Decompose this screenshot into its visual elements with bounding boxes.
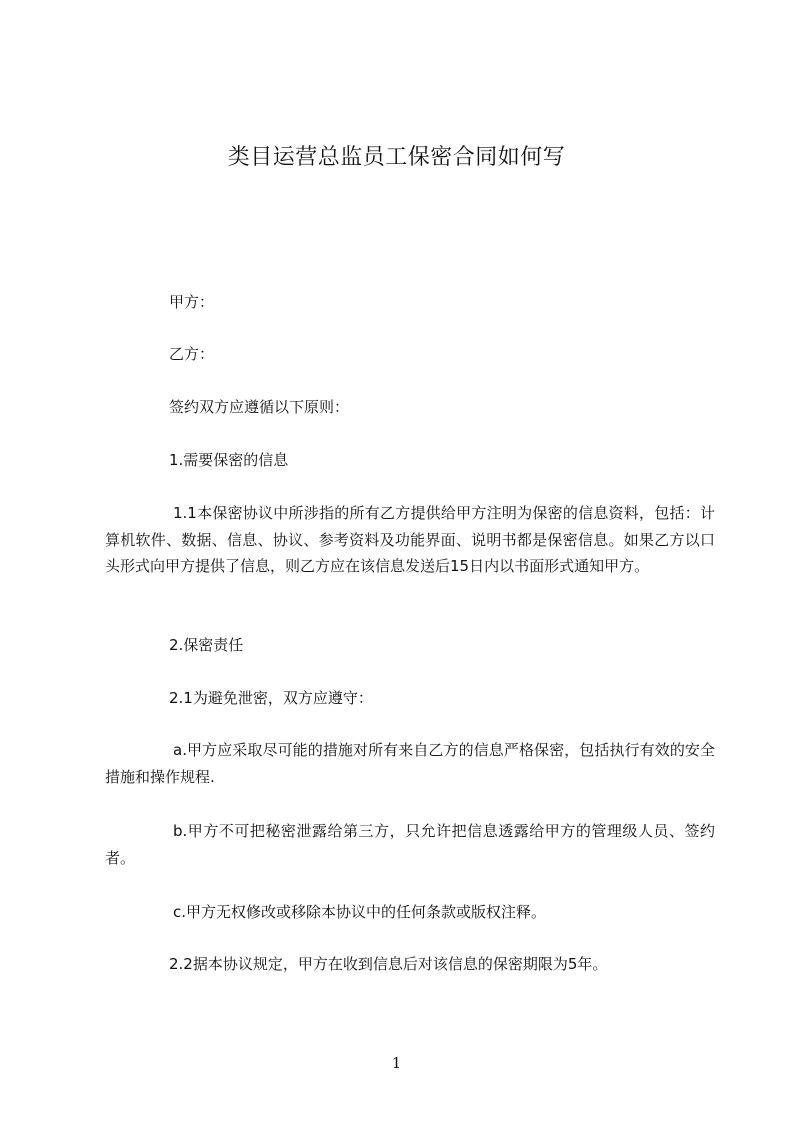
- clause-2-1-a: a.甲方应采取尽可能的措施对所有来自乙方的信息严格保密，包括执行有效的安全措施和操作规程.: [105, 741, 715, 786]
- clause-2-1-b: b.甲方不可把秘密泄露给第三方，只允许把信息透露给甲方的管理级人员、签约者。: [105, 822, 715, 867]
- clause-1-1: 1.1本保密协议中所涉指的所有乙方提供给甲方注明为保密的信息资料，包括：计算机软件、数据、信息、协议、参考资料及功能界面、说明书都是保密信息。如果乙方以口头形式向甲方提供了信息，则乙方应在该信息发送后15日内以书面形式通知甲方。: [105, 504, 715, 575]
- document-title: 类目运营总监员工保密合同如何写: [227, 145, 566, 170]
- clause-2-1: 2.1为避免泄密，双方应遵守：: [169, 689, 373, 707]
- section-1-heading: 1.需要保密的信息: [169, 451, 289, 469]
- principles-intro: 签约双方应遵循以下原则：: [169, 398, 350, 416]
- party-b-line: 乙方：: [169, 345, 215, 363]
- party-a-line: 甲方：: [169, 293, 215, 311]
- clause-2-1-c: c.甲方无权修改或移除本协议中的任何条款或版权注释。: [173, 903, 547, 921]
- clause-2-2: 2.2据本协议规定，甲方在收到信息后对该信息的保密期限为5年。: [169, 955, 608, 973]
- page-number: 1: [391, 1054, 402, 1072]
- section-2-heading: 2.保密责任: [169, 636, 244, 654]
